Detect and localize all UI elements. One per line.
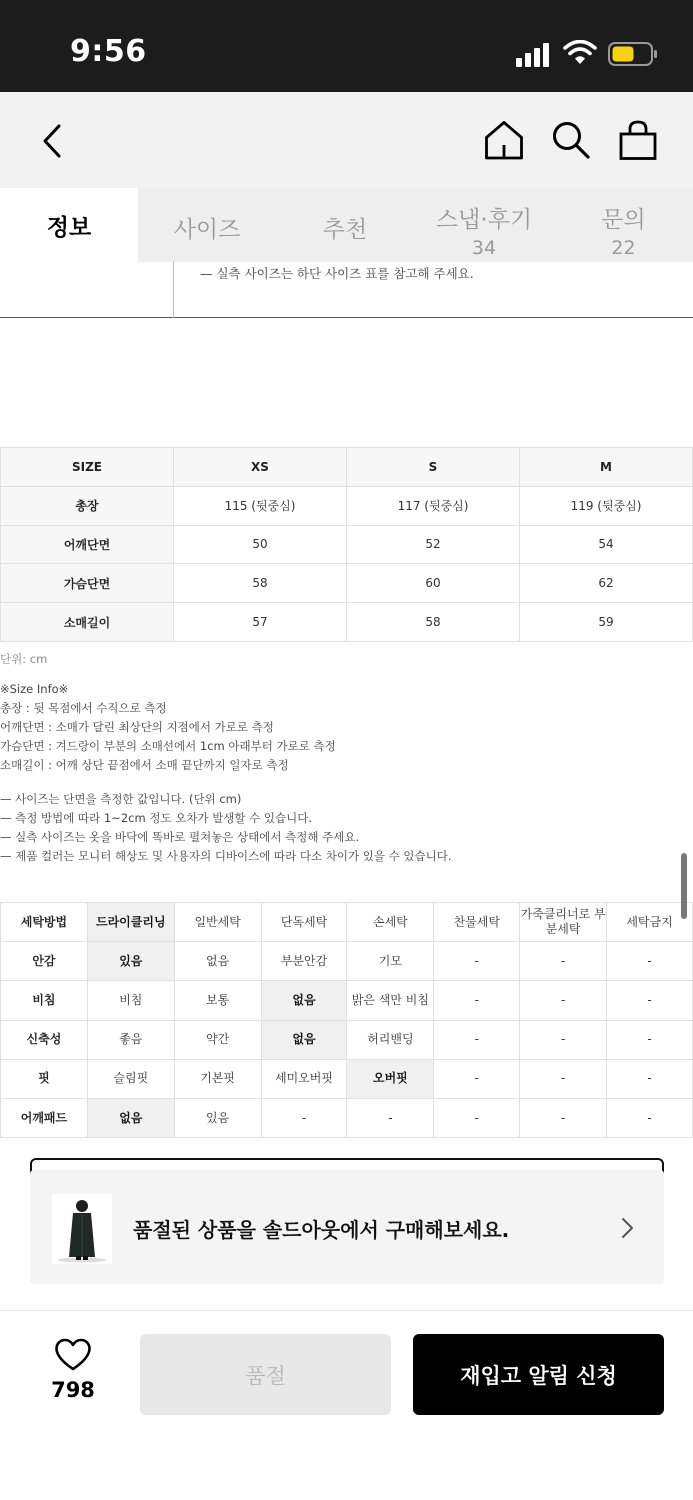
restock-alert-button[interactable]: 재입고 알림 신청	[413, 1334, 664, 1415]
soldout-promo-banner[interactable]	[30, 1170, 664, 1284]
table-row	[1, 525, 693, 564]
table-cell: 있음	[87, 942, 174, 981]
table-row	[1, 564, 693, 603]
table-cell: 슬림핏	[87, 1059, 174, 1098]
table-cell: 있음	[174, 1098, 261, 1137]
product-tabs	[0, 188, 693, 262]
scrollbar-thumb[interactable]	[681, 853, 687, 919]
size-info-line: 어깨단면 : 소매가 달린 최상단의 지점에서 가로로 측정	[0, 720, 274, 734]
table-row	[1, 981, 693, 1020]
table-cell: 없음	[261, 981, 347, 1020]
table-header-cell: S	[347, 448, 520, 487]
table-row	[1, 1098, 693, 1137]
review-count: 34	[471, 237, 497, 259]
row-header-cell: 비침	[1, 981, 88, 1020]
status-time: 9:56	[70, 34, 147, 69]
table-cell: 119 (뒷중심)	[520, 486, 693, 525]
top-nav-bar	[0, 92, 693, 188]
soldout-button: 품절	[140, 1334, 391, 1415]
table-cell: 50	[174, 525, 347, 564]
table-header-row	[1, 448, 693, 487]
notice-line: — 실측 사이즈는 옷을 바닥에 똑바로 펼쳐놓은 상태에서 측정해 주세요.	[0, 830, 360, 844]
notice-line: — 사이즈는 단면을 측정한 값입니다. (단위 cm)	[0, 792, 242, 806]
tab-reviews[interactable]: 스냅·후기 34	[414, 188, 554, 262]
notice-line: — 측정 방법에 따라 1~2cm 정도 오차가 발생할 수 있습니다.	[0, 811, 313, 825]
table-row	[1, 603, 693, 642]
table-cell: 부분안감	[261, 942, 347, 981]
table-cell: 58	[347, 603, 520, 642]
table-cell: 밝은 색만 비침	[347, 981, 434, 1020]
table-cell: 52	[347, 525, 520, 564]
size-table	[0, 447, 693, 642]
table-cell: -	[607, 1059, 693, 1098]
table-cell: -	[434, 1098, 520, 1137]
search-icon[interactable]	[551, 120, 591, 160]
table-cell: 없음	[174, 942, 261, 981]
size-info-block	[0, 680, 336, 775]
table-header-cell: 세탁금지	[607, 903, 693, 942]
size-info-line: 소매길이 : 어깨 상단 끝점에서 소매 끝단까지 일자로 측정	[0, 758, 289, 772]
table-cell: -	[520, 942, 607, 981]
banner-text: 품절된 상품을 솔드아웃에서 구매해보세요.	[133, 1218, 510, 1242]
tab-info[interactable]: 정보	[0, 188, 138, 262]
wifi-icon	[563, 40, 597, 66]
table-cell: 62	[520, 564, 693, 603]
status-bar	[0, 0, 693, 92]
table-cell: -	[434, 1059, 520, 1098]
table-cell: 54	[520, 525, 693, 564]
table-cell: 약간	[174, 1020, 261, 1059]
table-header-cell: 손세탁	[347, 903, 434, 942]
table-cell: -	[607, 1020, 693, 1059]
table-cell: -	[347, 1098, 434, 1137]
row-header-cell: 총장	[1, 486, 174, 525]
table-cell: 117 (뒷중심)	[347, 486, 520, 525]
table-cell: 59	[520, 603, 693, 642]
table-cell: 허리밴딩	[347, 1020, 434, 1059]
table-cell: 58	[174, 564, 347, 603]
table-header-cell: SIZE	[1, 448, 174, 487]
table-cell: 세미오버핏	[261, 1059, 347, 1098]
size-info-title: ※Size Info※	[0, 682, 69, 696]
table-cell: -	[520, 1098, 607, 1137]
table-cell: 기모	[347, 942, 434, 981]
notice-line: — 제품 컬러는 모니터 해상도 및 사용자의 디바이스에 따라 다소 차이가 있을 수 있습니다.	[0, 849, 452, 863]
table-cell: 60	[347, 564, 520, 603]
table-cell: -	[434, 942, 520, 981]
table-cell: -	[434, 1020, 520, 1059]
table-row	[1, 942, 693, 981]
table-cell: -	[434, 981, 520, 1020]
unit-label: 단위: cm	[0, 652, 48, 666]
tab-recommend[interactable]: 추천	[322, 217, 368, 243]
care-table	[0, 902, 693, 1138]
table-cell: 없음	[261, 1020, 347, 1059]
table-cell: 없음	[87, 1098, 174, 1137]
bottom-bar-divider	[0, 1310, 693, 1311]
row-header-cell: 안감	[1, 942, 88, 981]
table-row	[1, 1059, 693, 1098]
tab-size[interactable]: 사이즈	[173, 217, 241, 243]
heart-icon	[54, 1338, 92, 1372]
size-note-box	[0, 262, 693, 318]
table-header-cell: XS	[174, 448, 347, 487]
table-cell: -	[607, 942, 693, 981]
table-cell: 오버핏	[347, 1059, 434, 1098]
tab-inquiry[interactable]: 문의 22	[554, 188, 693, 262]
notice-block	[0, 790, 452, 866]
row-header-cell: 소매길이	[1, 603, 174, 642]
table-cell: -	[261, 1098, 347, 1137]
table-cell: 보통	[174, 981, 261, 1020]
table-header-cell: 가죽클리너로 부분세탁	[520, 903, 607, 942]
table-cell: 기본핏	[174, 1059, 261, 1098]
row-header-cell: 어깨패드	[1, 1098, 88, 1137]
table-header-cell: 단독세탁	[261, 903, 347, 942]
row-header-cell: 핏	[1, 1059, 88, 1098]
table-cell: -	[520, 1020, 607, 1059]
table-header-row	[1, 903, 693, 942]
shopping-bag-icon[interactable]	[619, 120, 657, 160]
table-cell: 비침	[87, 981, 174, 1020]
table-row	[1, 486, 693, 525]
home-icon[interactable]	[484, 120, 524, 160]
chevron-right-icon	[618, 1216, 636, 1240]
table-row	[1, 1020, 693, 1059]
row-header-cell: 어깨단면	[1, 525, 174, 564]
like-count: 798	[51, 1378, 95, 1402]
table-header-cell: 세탁방법	[1, 903, 88, 942]
back-arrow-icon[interactable]	[40, 123, 64, 159]
like-button[interactable]	[40, 1338, 106, 1402]
table-cell: 115 (뒷중심)	[174, 486, 347, 525]
divider	[173, 262, 174, 318]
table-cell: -	[520, 1059, 607, 1098]
row-header-cell: 가슴단면	[1, 564, 174, 603]
table-header-cell: 드라이클리닝	[87, 903, 174, 942]
product-thumbnail	[52, 1194, 112, 1264]
size-info-line: 가슴단면 : 겨드랑이 부분의 소매선에서 1cm 아래부터 가로로 측정	[0, 739, 336, 753]
table-cell: 좋음	[87, 1020, 174, 1059]
battery-icon	[608, 42, 658, 66]
row-header-cell: 신축성	[1, 1020, 88, 1059]
table-cell: -	[607, 981, 693, 1020]
table-cell: -	[520, 981, 607, 1020]
cellular-signal-icon	[516, 43, 550, 67]
size-note-text: — 실측 사이즈는 하단 사이즈 표를 참고해 주세요.	[200, 266, 474, 281]
size-info-line: 총장 : 뒷 목점에서 수직으로 측정	[0, 701, 167, 715]
table-header-cell: 찬물세탁	[434, 903, 520, 942]
table-cell: 57	[174, 603, 347, 642]
table-header-cell: 일반세탁	[174, 903, 261, 942]
inquiry-count: 22	[611, 237, 636, 259]
table-header-cell: M	[520, 448, 693, 487]
table-cell: -	[607, 1098, 693, 1137]
